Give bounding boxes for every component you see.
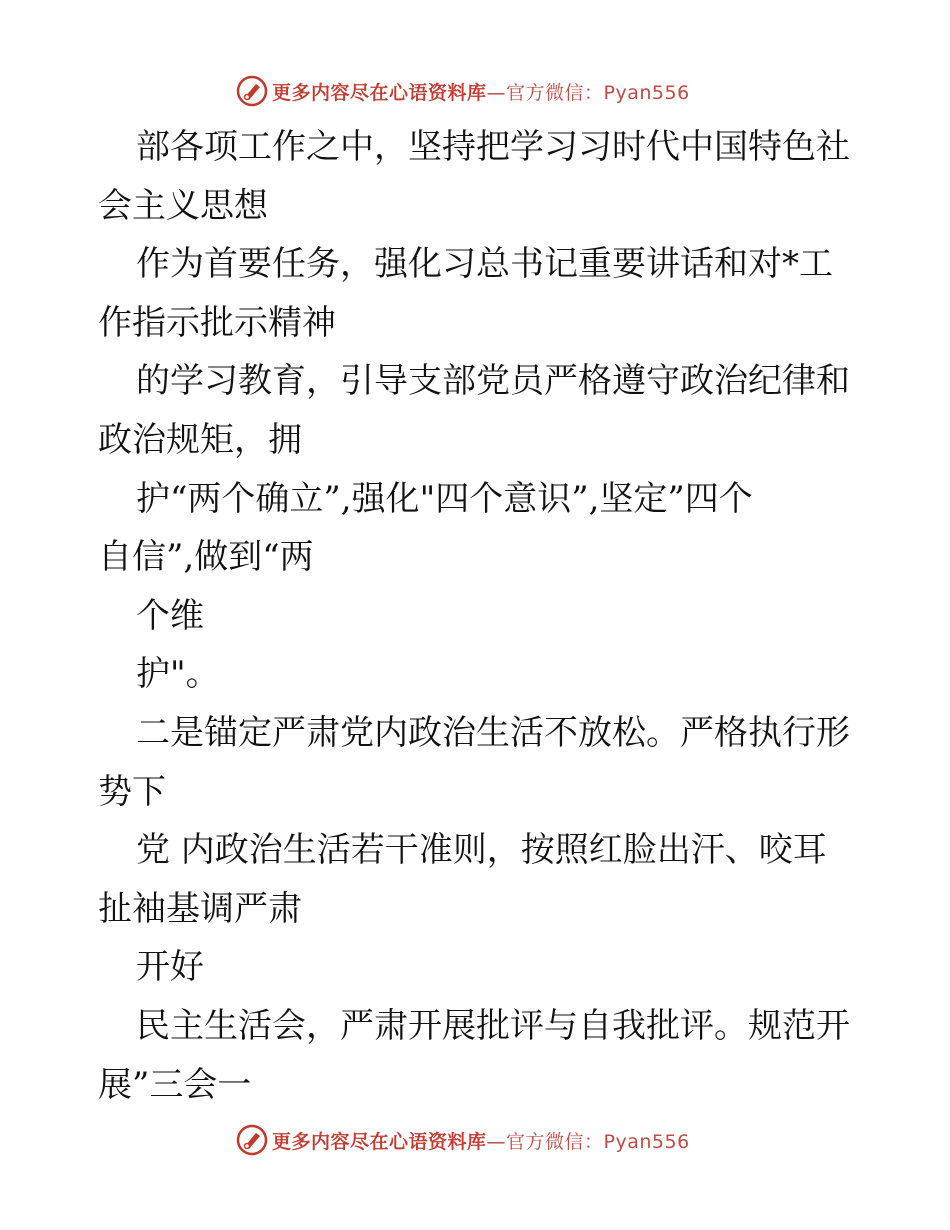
paragraph-first-line: 开好 — [136, 947, 204, 988]
banner-separator: — — [486, 81, 507, 104]
banner-brand: 更多内容尽在心语资料库 — [272, 81, 487, 104]
paragraph-continuation-line: 作指示批示精神 — [98, 302, 336, 343]
paragraph-first-line: 护“两个确立”,强化"四个意识”,坚定”四个 — [136, 478, 753, 519]
paragraph — [98, 997, 878, 1114]
paragraph-first-line: 党 内政治生活若干准则，按照红脸出汗、咬耳 — [136, 830, 827, 871]
paragraph-first-line: 护"。 — [136, 654, 220, 695]
banner-text — [272, 1127, 690, 1154]
paragraph-first-line: 个维 — [136, 595, 204, 636]
footer-banner — [236, 1122, 690, 1158]
paragraph — [98, 645, 878, 704]
paragraph — [98, 587, 878, 646]
paragraph-continuation-line: 展”三会一 — [98, 1064, 252, 1105]
paragraph-continuation-line: 会主义思想 — [98, 185, 268, 226]
paragraph-continuation-line: 政治规矩，拥 — [98, 419, 302, 460]
banner-separator: — — [486, 1130, 507, 1153]
paragraph — [98, 470, 878, 587]
paragraph — [98, 352, 878, 469]
banner-text — [272, 78, 690, 105]
logo-icon — [236, 1124, 268, 1156]
logo-icon — [236, 75, 268, 107]
banner-wechat: 官方微信：Pyan556 — [506, 1130, 690, 1153]
paragraph-first-line: 的学习教育，引导支部党员严格遵守政治纪律和 — [136, 361, 850, 402]
paragraph — [98, 821, 878, 938]
paragraph-first-line: 二是锚定严肃党内政治生活不放松。严格执行形 — [136, 712, 850, 753]
paragraph — [98, 704, 878, 821]
paragraph — [98, 235, 878, 352]
banner-brand: 更多内容尽在心语资料库 — [272, 1130, 487, 1153]
paragraph — [98, 118, 878, 235]
paragraph-continuation-line: 势下 — [98, 771, 166, 812]
document-body — [98, 118, 878, 1114]
paragraph-first-line: 部各项工作之中，坚持把学习习时代中国特色社 — [136, 127, 850, 167]
paragraph-continuation-line: 扯袖基调严肃 — [98, 888, 302, 929]
banner-wechat: 官方微信：Pyan556 — [506, 81, 690, 104]
paragraph-first-line: 民主生活会，严肃开展批评与自我批评。规范开 — [136, 1005, 850, 1046]
paragraph-continuation-line: 自信”,做到“两 — [98, 537, 314, 578]
paragraph — [98, 938, 878, 997]
header-banner — [236, 73, 690, 109]
paragraph-first-line: 作为首要任务，强化习总书记重要讲话和对*工 — [136, 244, 833, 285]
